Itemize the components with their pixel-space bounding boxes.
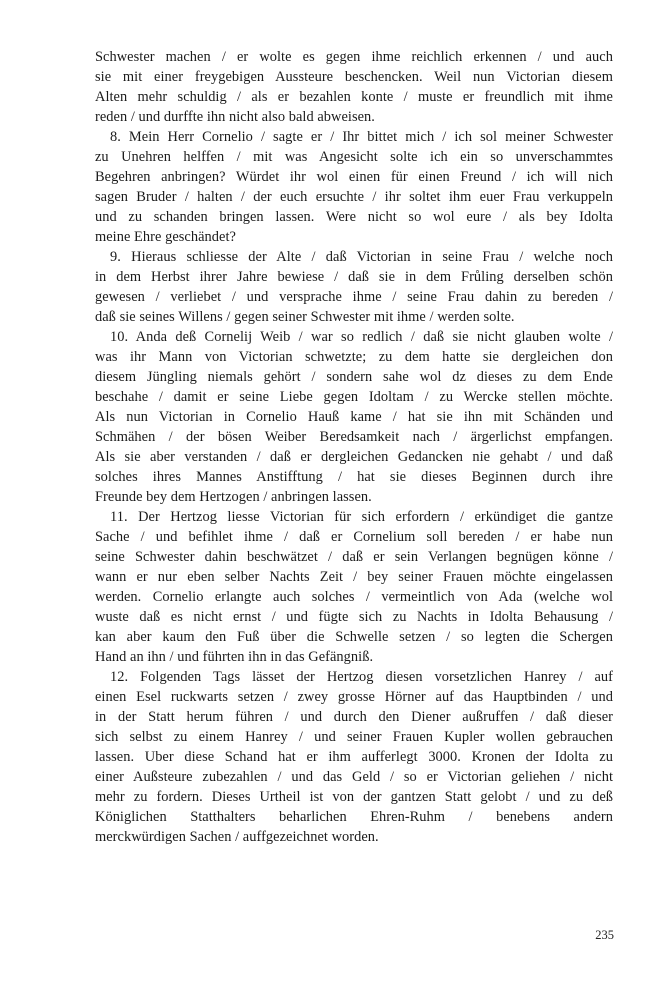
text-line: Begehren anbringen? Würdet ihr wol einen für einen Freund / ich will nich: [95, 169, 613, 185]
text-line: in der Statt herum führen / und durch den Diener außruffen / daß dieser: [95, 709, 613, 725]
text-line: Als sie aber verstanden / daß er dergleichen Gedancken nie gehabt / und daß: [95, 449, 613, 465]
text-line: meine Ehre geschändet?: [95, 229, 236, 245]
text-line: Königlichen Statthalters beharlichen Ehren-Ruhm / benebens andern: [95, 809, 613, 825]
text-line: was ihr Mann von Victorian schwetzte; zu dem hatte sie dergleichen don: [95, 349, 613, 365]
text-line: 8. Mein Herr Cornelio / sagte er / Ihr bittet mich / ich sol meiner Schwester: [110, 129, 613, 145]
text-line: 11. Der Hertzog liesse Victorian für sich erfordern / erkündiget die gantze: [110, 509, 613, 525]
paragraph: [95, 247, 613, 327]
text-line: wann er nur eben selber Nachts Zeit / bey seiner Frauen möchte eingelassen: [95, 569, 613, 585]
text-line: kan aber kaum den Fuß über die Schwelle setzen / so legten die Schergen: [95, 629, 613, 645]
text-line: lassen. Uber diese Schand hat er ihm aufferlegt 3000. Kronen der Idolta zu: [95, 749, 613, 765]
paragraph: [95, 47, 613, 127]
text-line: einen Esel ruckwarts setzen / zwey grosse Hörner auf das Hauptbinden / und: [95, 689, 613, 705]
text-line: daß sie seines Willens / gegen seiner Schwester mit ihme / werden solte.: [95, 309, 515, 325]
text-line: wuste daß es nicht ernst / und fügte sich zu Nachts in Idolta Behausung /: [95, 609, 613, 625]
text-line: einer Außsteure zubezahlen / und das Geld / so er Victorian geliehen / nicht: [95, 769, 613, 785]
text-line: 12. Folgenden Tags lässet der Hertzog diesen vorsetzlichen Hanrey / auf: [110, 669, 613, 685]
page-number: 235: [595, 928, 614, 942]
paragraph: [95, 127, 613, 247]
text-line: 10. Anda deß Cornelij Weib / war so redlich / daß sie nicht glauben wolte /: [110, 329, 613, 345]
paragraph: [95, 667, 613, 847]
text-line: sagen Bruder / halten / der euch ersuchte / ihr soltet ihm euer Frau verkuppeln: [95, 189, 613, 205]
paragraph: [95, 327, 613, 507]
text-line: Schmähen / der bösen Weiber Beredsamkeit nach / ärgerlichst empfangen.: [95, 429, 613, 445]
text-line: und zu schanden bringen lassen. Were nicht so wol eure / als bey Idolta: [95, 209, 613, 225]
text-line: sich selbst zu einem Hanrey / und seiner Frauen Kupler wollen gebrauchen: [95, 729, 613, 745]
text-line: Freunde bey dem Hertzogen / anbringen lassen.: [95, 489, 372, 505]
text-line: mehr zu fordern. Dieses Urtheil ist von der gantzen Statt gelobt / und zu deß: [95, 789, 613, 805]
text-line: reden / und durffte ihn nicht also bald abweisen.: [95, 109, 375, 125]
text-line: Alten mehr schuldig / als er bezahlen konte / muste er freundlich mit ihme: [95, 89, 613, 105]
text-line: Als nun Victorian in Cornelio Hauß kame / hat sie ihn mit Schänden und: [95, 409, 613, 425]
text-line: Sache / und befihlet ihme / daß er Cornelium soll bereden / er habe nun: [95, 529, 613, 545]
text-line: zu Unehren helffen / mit was Angesicht solte ich ein so unverschammtes: [95, 149, 613, 165]
text-line: seine Schwester dahin beschwätzet / daß er sein Verlangen begnügen könne /: [95, 549, 613, 565]
text-line: Schwester machen / er wolte es gegen ihme reichlich erkennen / und auch: [95, 49, 613, 65]
body-text: [95, 47, 613, 847]
text-line: merckwürdigen Sachen / auffgezeichnet worden.: [95, 829, 379, 845]
text-line: in dem Herbst ihrer Jahre bewiese / daß sie in dem Frůling derselben schön: [95, 269, 613, 285]
text-line: 9. Hieraus schliesse der Alte / daß Victorian in seine Frau / welche noch: [110, 249, 613, 265]
text-line: werden. Cornelio erlangte auch solches / vermeintlich von Ada (welche wol: [95, 589, 613, 605]
paragraph: [95, 507, 613, 667]
text-line: beschahe / damit er seine Liebe gegen Idoltam / zu Wercke stellen möchte.: [95, 389, 613, 405]
text-line: gewesen / verliebet / und versprache ihme / seine Frau dahin zu bereden /: [95, 289, 613, 305]
text-line: Hand an ihn / und führten ihn in das Gefängniß.: [95, 649, 374, 665]
text-line: solches ihres Mannes Anstifftung / hat sie dieses Beginnen durch ihre: [95, 469, 613, 485]
text-line: sie mit einer freygebigen Aussteure beschencken. Weil nun Victorian diesem: [95, 69, 613, 85]
text-line: diesem Jüngling niemals gehört / sondern sahe wol dz dieses zu dem Ende: [95, 369, 613, 385]
